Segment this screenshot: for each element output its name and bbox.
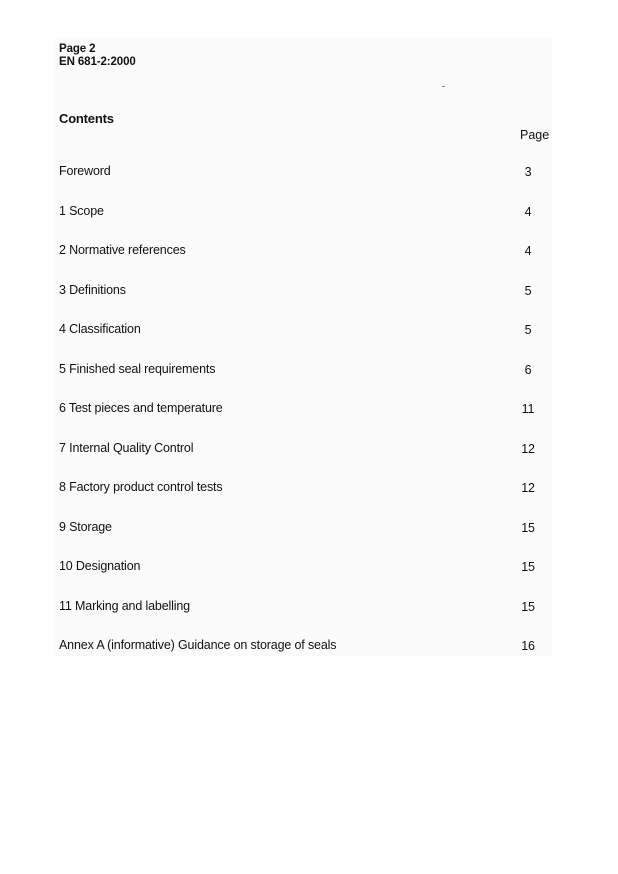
page-number: Page 2	[59, 43, 96, 55]
toc-entry-page: 11	[521, 402, 535, 416]
toc-entry	[59, 202, 539, 242]
document-id: EN 681-2:2000	[59, 56, 136, 68]
toc-entry-page: 4	[524, 204, 532, 219]
toc-entry-page: 12	[521, 481, 535, 495]
table-of-contents	[59, 162, 539, 676]
toc-entry-title: 10 Designation	[59, 559, 141, 573]
toc-entry	[59, 399, 539, 439]
toc-entry-title: 9 Storage	[59, 519, 112, 534]
toc-entry	[59, 439, 539, 479]
toc-entry	[59, 478, 539, 518]
page-column-label: Page	[520, 128, 550, 142]
toc-entry-title: 4 Classification	[59, 322, 141, 336]
toc-entry-title: 6 Test pieces and temperature	[59, 401, 223, 415]
toc-entry-title: 1 Scope	[59, 203, 104, 218]
toc-entry-page: 15	[521, 560, 535, 574]
toc-entry-page: 4	[524, 244, 532, 258]
toc-entry	[59, 518, 539, 558]
toc-entry	[59, 597, 539, 637]
toc-entry-title: 7 Internal Quality Control	[59, 440, 194, 455]
toc-entry-page: 5	[524, 323, 532, 337]
toc-entry-page: 12	[521, 441, 535, 456]
toc-entry	[59, 162, 539, 202]
toc-entry	[59, 360, 539, 400]
toc-entry	[59, 557, 539, 597]
toc-entry-title: 8 Factory product control tests	[59, 480, 223, 494]
toc-entry-title: Annex A (informative) Guidance on storage of seals	[59, 638, 337, 652]
toc-entry-page: 6	[524, 362, 532, 377]
toc-entry-title: Foreword	[59, 164, 111, 178]
toc-entry-page: 3	[524, 165, 532, 179]
toc-entry-page: 15	[521, 520, 535, 535]
toc-entry	[59, 281, 539, 321]
toc-entry-title: 3 Definitions	[59, 282, 126, 297]
toc-entry	[59, 320, 539, 360]
scan-speck	[442, 86, 445, 87]
toc-entry-page: 16	[521, 639, 535, 653]
toc-entry-title: 5 Finished seal requirements	[59, 361, 216, 376]
toc-entry	[59, 636, 539, 676]
toc-entry	[59, 241, 539, 281]
toc-entry-page: 5	[524, 283, 532, 298]
contents-heading: Contents	[59, 111, 114, 126]
toc-entry-page: 15	[521, 599, 535, 614]
toc-entry-title: 2 Normative references	[59, 243, 186, 257]
toc-entry-title: 11 Marking and labelling	[59, 598, 190, 613]
